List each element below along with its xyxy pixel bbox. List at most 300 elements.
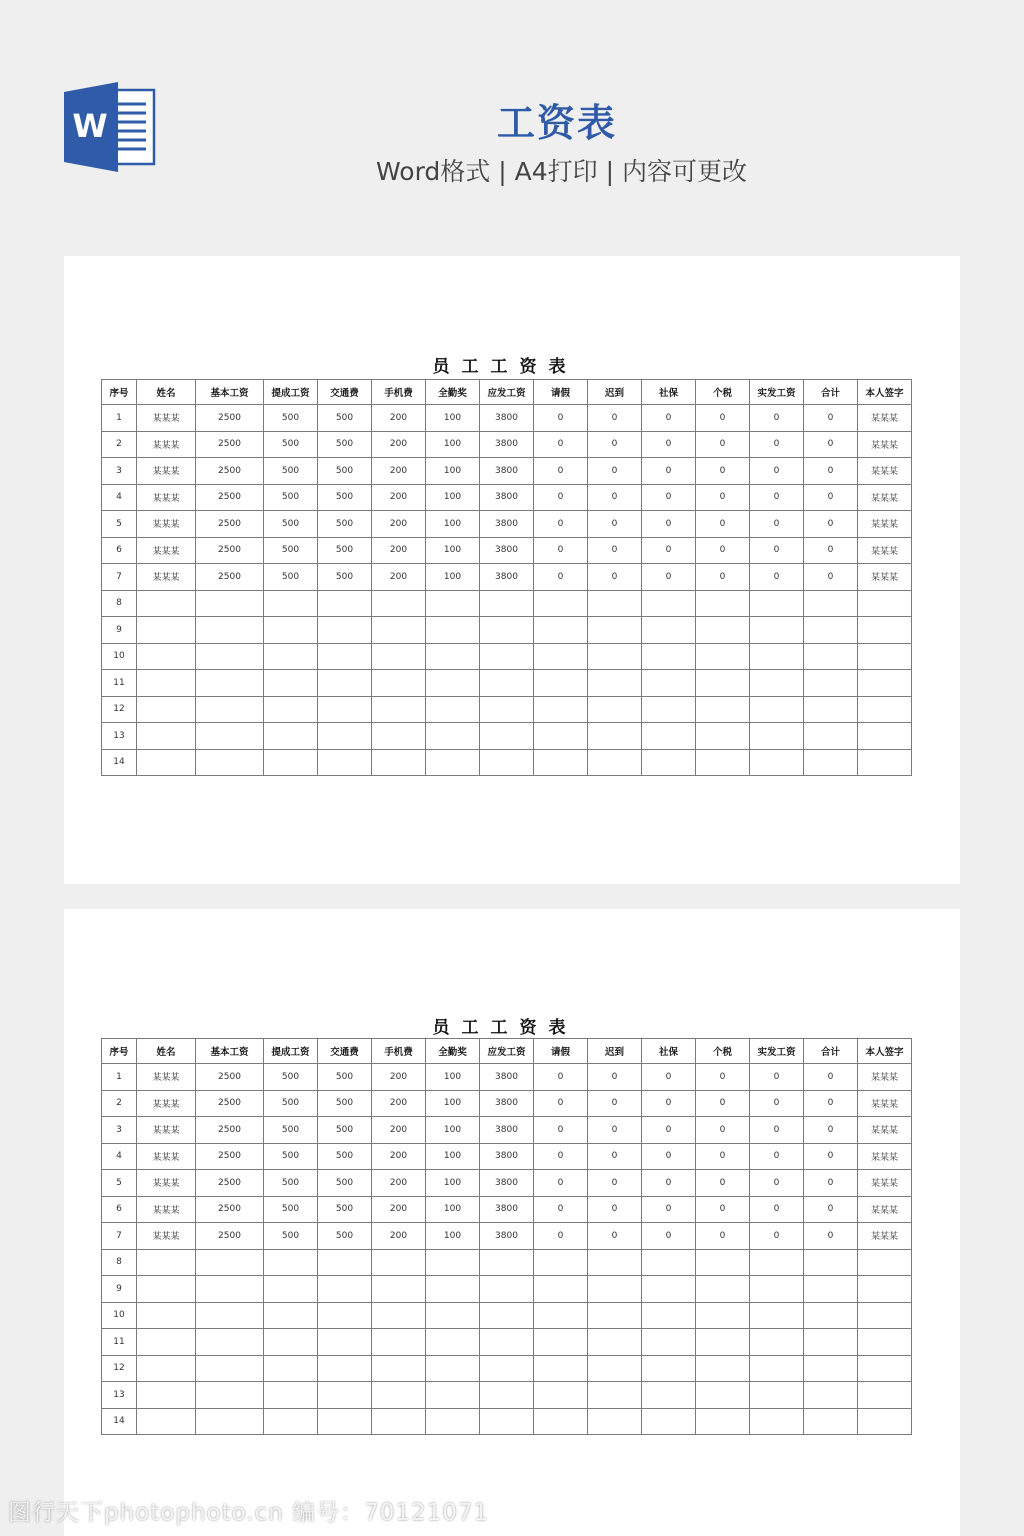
table-cell (372, 643, 426, 670)
table-cell (318, 1329, 372, 1356)
table-cell: 0 (588, 1064, 642, 1091)
table-cell (534, 1382, 588, 1409)
table-cell (642, 617, 696, 644)
table-cell (804, 1276, 858, 1303)
table-cell: 2500 (196, 537, 264, 564)
table-cell: 200 (372, 484, 426, 511)
table-cell: 2500 (196, 458, 264, 485)
table-cell: 0 (588, 431, 642, 458)
table-cell: 某某某 (858, 1117, 912, 1144)
table-cell: 2500 (196, 1117, 264, 1144)
table-cell (264, 1329, 318, 1356)
table-cell (264, 643, 318, 670)
table-cell: 7 (102, 1223, 137, 1250)
table-header-row (102, 380, 912, 405)
table-cell: 5 (102, 511, 137, 538)
table-cell: 某某某 (137, 431, 196, 458)
table-cell: 某某某 (858, 1196, 912, 1223)
table-cell: 200 (372, 511, 426, 538)
table-cell: 3800 (480, 1064, 534, 1091)
table-cell (642, 1276, 696, 1303)
table-cell: 0 (588, 1196, 642, 1223)
table-cell (588, 643, 642, 670)
table-cell: 3800 (480, 1143, 534, 1170)
table-cell (534, 617, 588, 644)
table-cell (696, 1249, 750, 1276)
table-cell (750, 1382, 804, 1409)
table-cell: 0 (750, 564, 804, 591)
column-header: 个税 (696, 1039, 750, 1064)
table-cell (534, 1249, 588, 1276)
table-cell (264, 590, 318, 617)
table-cell: 500 (318, 1090, 372, 1117)
table-cell: 0 (804, 1143, 858, 1170)
table-cell (196, 1382, 264, 1409)
table-cell (426, 1276, 480, 1303)
column-header: 应发工资 (480, 1039, 534, 1064)
table-cell (426, 1302, 480, 1329)
table-cell: 0 (642, 1117, 696, 1144)
table-cell (696, 723, 750, 750)
table-cell: 10 (102, 1302, 137, 1329)
table-cell (137, 1329, 196, 1356)
table-cell (804, 1302, 858, 1329)
table-cell: 2500 (196, 511, 264, 538)
table-cell: 500 (318, 1117, 372, 1144)
table-cell (318, 590, 372, 617)
table-cell: 100 (426, 1143, 480, 1170)
table-cell: 200 (372, 564, 426, 591)
column-header: 应发工资 (480, 380, 534, 405)
table-cell (858, 1355, 912, 1382)
table-cell: 200 (372, 1196, 426, 1223)
table-cell (426, 1329, 480, 1356)
table-row (102, 1302, 912, 1329)
table-cell (534, 1355, 588, 1382)
table-cell: 0 (534, 1117, 588, 1144)
table-cell: 某某某 (858, 431, 912, 458)
table-cell (642, 1249, 696, 1276)
table-cell: 0 (588, 537, 642, 564)
table-cell (137, 1408, 196, 1435)
table-cell (534, 696, 588, 723)
table-cell (480, 590, 534, 617)
table-cell: 6 (102, 1196, 137, 1223)
table-cell (858, 643, 912, 670)
table-cell: 0 (642, 564, 696, 591)
table-cell (804, 723, 858, 750)
table-cell: 0 (804, 1117, 858, 1144)
table-cell (264, 670, 318, 697)
table-cell (750, 617, 804, 644)
table-cell: 0 (804, 564, 858, 591)
table-cell: 0 (696, 458, 750, 485)
table-cell: 0 (750, 1090, 804, 1117)
table-cell: 100 (426, 458, 480, 485)
table-cell: 14 (102, 749, 137, 776)
table-cell: 某某某 (858, 1090, 912, 1117)
table-cell (588, 749, 642, 776)
table-cell: 500 (318, 431, 372, 458)
table-cell (534, 670, 588, 697)
table-cell: 200 (372, 458, 426, 485)
table-cell (196, 1355, 264, 1382)
table-cell: 0 (696, 1117, 750, 1144)
table-cell (858, 696, 912, 723)
table-row (102, 484, 912, 511)
table-cell (480, 1329, 534, 1356)
table-cell (318, 1408, 372, 1435)
table-cell (642, 1355, 696, 1382)
column-header: 交通费 (318, 1039, 372, 1064)
table-cell: 200 (372, 1117, 426, 1144)
table-cell: 100 (426, 537, 480, 564)
table-cell (858, 1382, 912, 1409)
table-row (102, 749, 912, 776)
table-cell (426, 749, 480, 776)
table-cell: 3800 (480, 564, 534, 591)
table-cell: 500 (318, 537, 372, 564)
page-subtitle: Word格式 | A4打印 | 内容可更改 (376, 157, 747, 186)
table-cell: 0 (750, 1223, 804, 1250)
table-cell (426, 1355, 480, 1382)
table-cell (372, 590, 426, 617)
table-cell: 500 (318, 458, 372, 485)
column-header: 序号 (102, 380, 137, 405)
table-row (102, 1117, 912, 1144)
table-cell: 0 (804, 1196, 858, 1223)
table-cell: 500 (264, 1196, 318, 1223)
table-cell (642, 1382, 696, 1409)
table-cell: 某某某 (137, 1223, 196, 1250)
table-cell (196, 590, 264, 617)
table-cell (480, 643, 534, 670)
table-cell: 500 (318, 1143, 372, 1170)
table-cell: 13 (102, 723, 137, 750)
table-cell: 某某某 (858, 1143, 912, 1170)
table-cell: 11 (102, 670, 137, 697)
table-cell: 500 (264, 431, 318, 458)
salary-table (101, 379, 912, 776)
table-cell: 某某某 (137, 484, 196, 511)
column-header: 交通费 (318, 380, 372, 405)
table-cell (480, 749, 534, 776)
table-cell (696, 1382, 750, 1409)
table-cell: 500 (318, 511, 372, 538)
table-cell (318, 1276, 372, 1303)
table-cell (588, 617, 642, 644)
table-row (102, 1355, 912, 1382)
table-cell: 200 (372, 431, 426, 458)
table-cell (137, 696, 196, 723)
table-cell: 100 (426, 431, 480, 458)
table-cell (426, 1408, 480, 1435)
table-cell: 0 (642, 537, 696, 564)
table-cell: 0 (750, 458, 804, 485)
table-cell: 100 (426, 484, 480, 511)
table-cell: 0 (804, 431, 858, 458)
table-cell (750, 696, 804, 723)
table-cell (264, 696, 318, 723)
table-cell: 0 (588, 405, 642, 432)
table-cell (264, 1408, 318, 1435)
table-cell: 某某某 (858, 1064, 912, 1091)
table-header-row (102, 1039, 912, 1064)
table-cell (642, 590, 696, 617)
table-cell: 9 (102, 1276, 137, 1303)
table-cell (696, 1329, 750, 1356)
table-cell: 0 (534, 511, 588, 538)
table-cell: 0 (750, 511, 804, 538)
table-cell (318, 617, 372, 644)
table-cell: 某某某 (858, 458, 912, 485)
salary-table (101, 1038, 912, 1435)
table-cell (534, 590, 588, 617)
table-cell (137, 1276, 196, 1303)
table-row (102, 511, 912, 538)
table-row (102, 590, 912, 617)
table-cell: 100 (426, 564, 480, 591)
table-cell: 某某某 (137, 1143, 196, 1170)
table-cell (196, 643, 264, 670)
table-cell (137, 670, 196, 697)
table-cell (196, 1329, 264, 1356)
table-cell (196, 1249, 264, 1276)
table-cell (750, 1408, 804, 1435)
column-header: 全勤奖 (426, 380, 480, 405)
table-cell: 14 (102, 1408, 137, 1435)
table-cell: 0 (696, 511, 750, 538)
table-cell: 200 (372, 1223, 426, 1250)
column-header: 手机费 (372, 1039, 426, 1064)
table-cell: 11 (102, 1329, 137, 1356)
table-cell: 某某某 (137, 1196, 196, 1223)
table-cell (804, 617, 858, 644)
table-cell (696, 1276, 750, 1303)
table-cell (137, 1355, 196, 1382)
table-cell (318, 1249, 372, 1276)
table-cell: 0 (642, 1064, 696, 1091)
table-row (102, 1382, 912, 1409)
table-cell (318, 749, 372, 776)
column-header: 本人签字 (858, 380, 912, 405)
table-cell: 3800 (480, 1223, 534, 1250)
table-cell (196, 617, 264, 644)
table-cell (264, 1355, 318, 1382)
table-cell: 某某某 (858, 405, 912, 432)
table-cell (480, 1355, 534, 1382)
table-cell: 0 (750, 1196, 804, 1223)
table-cell (804, 749, 858, 776)
table-cell: 500 (318, 564, 372, 591)
table-cell (318, 670, 372, 697)
table-row (102, 1249, 912, 1276)
table-cell: 0 (534, 1223, 588, 1250)
table-cell: 1 (102, 405, 137, 432)
table-cell: 0 (534, 458, 588, 485)
table-cell: 3800 (480, 1117, 534, 1144)
table-cell: 2 (102, 1090, 137, 1117)
table-cell: 0 (588, 1143, 642, 1170)
table-cell (858, 1329, 912, 1356)
table-cell (750, 1329, 804, 1356)
table-cell (588, 1329, 642, 1356)
table-cell: 0 (804, 458, 858, 485)
table-cell: 某某某 (858, 1223, 912, 1250)
table-cell: 0 (588, 1117, 642, 1144)
table-cell (480, 1302, 534, 1329)
table-cell (137, 590, 196, 617)
sheet-title: 员工工资表 (432, 357, 578, 377)
table-cell (588, 590, 642, 617)
table-cell: 9 (102, 617, 137, 644)
table-cell (696, 643, 750, 670)
table-cell (858, 1408, 912, 1435)
column-header: 实发工资 (750, 380, 804, 405)
table-cell: 1 (102, 1064, 137, 1091)
table-cell (137, 1302, 196, 1329)
table-cell: 0 (696, 484, 750, 511)
table-cell: 500 (264, 537, 318, 564)
table-cell (264, 723, 318, 750)
table-cell: 500 (318, 1223, 372, 1250)
table-cell: 0 (804, 1223, 858, 1250)
column-header: 提成工资 (264, 1039, 318, 1064)
table-row (102, 431, 912, 458)
table-cell (750, 1276, 804, 1303)
table-cell (858, 1302, 912, 1329)
table-cell (372, 1249, 426, 1276)
table-cell: 某某某 (858, 484, 912, 511)
table-cell: 200 (372, 405, 426, 432)
table-cell (372, 723, 426, 750)
table-cell (480, 1382, 534, 1409)
table-cell: 某某某 (137, 1090, 196, 1117)
table-cell (534, 643, 588, 670)
table-cell (858, 590, 912, 617)
table-cell (318, 1302, 372, 1329)
table-cell: 3800 (480, 1090, 534, 1117)
table-cell: 13 (102, 1382, 137, 1409)
table-cell: 0 (534, 431, 588, 458)
table-cell (804, 1408, 858, 1435)
table-cell (480, 1408, 534, 1435)
table-cell (137, 1249, 196, 1276)
watermark-text: 图行天下photophoto.cn 编号：70121071 (8, 1500, 490, 1526)
table-cell (804, 1249, 858, 1276)
table-cell: 某某某 (137, 1064, 196, 1091)
table-cell (196, 723, 264, 750)
table-cell: 500 (264, 458, 318, 485)
table-cell (588, 696, 642, 723)
document-sheet-2 (64, 909, 960, 1536)
table-cell: 3800 (480, 1196, 534, 1223)
table-cell (426, 723, 480, 750)
table-cell (264, 749, 318, 776)
table-row (102, 1143, 912, 1170)
table-row (102, 1329, 912, 1356)
table-cell: 某某某 (137, 564, 196, 591)
table-cell (534, 749, 588, 776)
table-cell: 0 (534, 1170, 588, 1197)
table-cell (642, 723, 696, 750)
table-cell: 3800 (480, 511, 534, 538)
table-cell (372, 1408, 426, 1435)
table-cell (426, 696, 480, 723)
table-cell: 0 (750, 1143, 804, 1170)
table-row (102, 1196, 912, 1223)
column-header: 姓名 (137, 380, 196, 405)
table-cell: 0 (750, 1170, 804, 1197)
table-cell (480, 723, 534, 750)
table-cell: 0 (588, 511, 642, 538)
sheet-title: 员工工资表 (432, 1018, 578, 1038)
column-header: 基本工资 (196, 380, 264, 405)
table-cell (858, 723, 912, 750)
table-cell: 0 (534, 405, 588, 432)
table-cell: 0 (696, 1170, 750, 1197)
table-cell: 某某某 (137, 1170, 196, 1197)
table-cell (804, 1329, 858, 1356)
table-cell: 某某某 (858, 564, 912, 591)
table-cell (480, 617, 534, 644)
table-row (102, 1408, 912, 1435)
table-cell: 8 (102, 590, 137, 617)
table-cell (426, 617, 480, 644)
table-cell (642, 670, 696, 697)
table-cell (480, 1276, 534, 1303)
table-row (102, 1090, 912, 1117)
table-cell: 12 (102, 696, 137, 723)
table-cell: 500 (264, 1117, 318, 1144)
table-cell: 2500 (196, 484, 264, 511)
column-header: 实发工资 (750, 1039, 804, 1064)
table-cell (426, 590, 480, 617)
column-header: 提成工资 (264, 380, 318, 405)
table-cell (804, 590, 858, 617)
table-cell: 0 (804, 1064, 858, 1091)
table-cell: 0 (642, 1143, 696, 1170)
table-cell: 500 (264, 1143, 318, 1170)
table-cell: 200 (372, 1170, 426, 1197)
table-cell (372, 749, 426, 776)
table-cell: 某某某 (137, 458, 196, 485)
table-cell (426, 1382, 480, 1409)
table-cell: 500 (264, 511, 318, 538)
table-cell: 0 (750, 405, 804, 432)
table-cell: 2500 (196, 1170, 264, 1197)
column-header: 合计 (804, 380, 858, 405)
table-cell: 3800 (480, 537, 534, 564)
table-cell: 2500 (196, 1223, 264, 1250)
table-cell: 0 (750, 484, 804, 511)
table-cell: 2500 (196, 431, 264, 458)
table-cell: 0 (588, 484, 642, 511)
table-cell: 6 (102, 537, 137, 564)
column-header: 迟到 (588, 1039, 642, 1064)
table-cell (318, 643, 372, 670)
table-cell: 100 (426, 1170, 480, 1197)
table-cell: 7 (102, 564, 137, 591)
table-cell: 0 (588, 1170, 642, 1197)
table-cell: 0 (696, 1090, 750, 1117)
table-cell: 2500 (196, 1064, 264, 1091)
table-cell: 100 (426, 1223, 480, 1250)
table-cell: 0 (588, 564, 642, 591)
table-row (102, 1170, 912, 1197)
table-cell (264, 1276, 318, 1303)
table-cell: 3 (102, 458, 137, 485)
